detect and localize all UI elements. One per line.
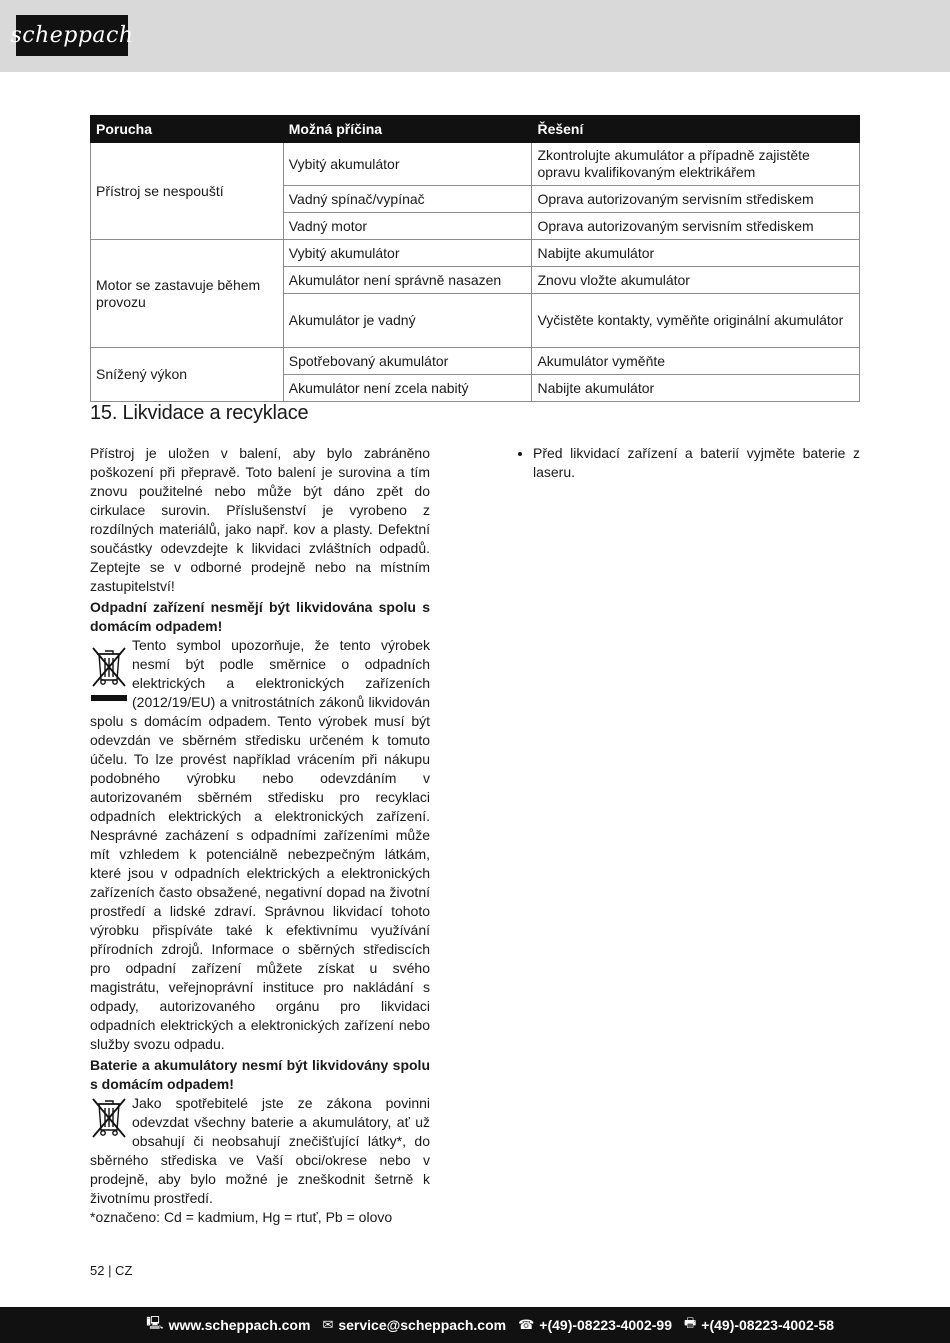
cause-cell: Vadný motor [283, 213, 532, 240]
right-column [518, 444, 860, 482]
table-row [91, 348, 860, 375]
solution-cell: Znovu vložte akumulátor [532, 267, 860, 294]
table-row [91, 143, 860, 186]
computer-icon: 🖳︎ [146, 1315, 164, 1330]
mail-icon: ✉︎ [322, 1317, 334, 1332]
battery-heading: Baterie a akumulátory nesmí být likvidovány spolu s domácím odpadem! [90, 1057, 430, 1092]
phone-contact[interactable] [518, 1317, 672, 1333]
table-row [91, 240, 860, 267]
fax-number[interactable]: +(49)-08223-4002-58 [701, 1317, 834, 1333]
cause-cell: Akumulátor není správně nasazen [283, 267, 532, 294]
cause-cell: Akumulátor není zcela nabitý [283, 375, 532, 402]
crossed-bin-battery-icon [90, 1096, 128, 1140]
cause-cell: Vybitý akumulátor [283, 240, 532, 267]
fault-cell: Snížený výkon [91, 348, 284, 402]
fault-cell: Motor se zastavuje během provozu [91, 240, 284, 348]
phone-number[interactable]: +(49)-08223-4002-99 [539, 1317, 672, 1333]
phone-icon: ☎︎ [518, 1317, 535, 1332]
header-fault: Porucha [91, 116, 284, 143]
solution-cell: Oprava autorizovaným servisním střediskem [532, 213, 860, 240]
weee-text: Tento symbol upozorňuje, že tento výrobek nesmí být podle směrnice o odpadních elektrických a elektronických zařízeních (2012/19/EU) a vnitrostátních zákonů likvidován spolu s domácím odpadem. Tento výrobek musí být odevzdán ve sběrném středisku určeném k tomuto účelu. To lze provést například vrácením při nákupu podobného výrobku nebo odevzdáním v autorizovaném sběrném středisku pro recyklaci odpadních elektrických a elektronických zařízení. Nesprávné zacházení s odpadními zařízeními může mít vzhledem k potenciálně nebezpečným látkám, které jsou v odpadních elektrických a elektronických zařízeních často obsažené, negativní dopad na životní prostředí a lidské zdraví. Správnou likvidací tohoto výrobku přispíváte také k efektivnímu využívání přírodních zdrojů. Informace o sběrných střediscích pro odpadní zařízení můžete získat u svého magistrátu, veřejnoprávní instituce pro nakládání s odpady, autorizovaného orgánu pro likvidaci odpadních elektrických a elektronických zařízení nebo služby svozu odpadu. [90, 637, 430, 1052]
header-band [0, 0, 950, 72]
solution-cell: Nabijte akumulátor [532, 240, 860, 267]
fault-cell: Přístroj se nespouští [91, 143, 284, 240]
solution-cell: Oprava autorizovaným servisním střediskem [532, 186, 860, 213]
troubleshooting-table [90, 115, 860, 402]
email-link[interactable]: service@scheppach.com [338, 1317, 507, 1333]
crossed-bin-icon [90, 640, 128, 704]
battery-text: Jako spotřebitelé jste ze zákona povinni odevzdat všechny baterie a akumulátory, ať už obsahují či neobsahují znečišťující látky*, do sběrného střediska ve Vaší obci/okrese nebo v prodejně, aby bylo možné je zneškodnit šetrně k životnímu prostředí. [90, 1095, 430, 1206]
solution-cell: Nabijte akumulátor [532, 375, 860, 402]
weee-heading: Odpadní zařízení nesmějí být likvidována spolu s domácím odpadem! [90, 599, 430, 634]
cause-cell: Vybitý akumulátor [283, 143, 532, 186]
header-solution: Řešení [532, 116, 860, 143]
fax-icon: 🖶︎ [684, 1315, 697, 1330]
solution-cell: Akumulátor vyměňte [532, 348, 860, 375]
bullet-list [518, 444, 860, 482]
intro-paragraph: Přístroj je uložen v balení, aby bylo zabráněno poškození při přepravě. Toto balení je surovina a tím znovu použitelné nebo může být dáno zpět do cirkulace surovin. Příslušenství je vyrobeno z rozdílných materiálů, jako např. kov a plasty. Defektní součástky odevzdejte k likvidaci zvláštních odpadů. Zeptejte se v odborné prodejně nebo na místním zastupitelství! [90, 445, 430, 594]
cause-cell: Akumulátor je vadný [283, 294, 532, 348]
page-number: 52 | CZ [90, 1263, 133, 1278]
list-item: • Před likvidací zařízení a baterií vyjměte baterie z laseru. [533, 444, 860, 482]
section-title: 15. Likvidace a recyklace [90, 402, 309, 424]
website-link[interactable]: www.scheppach.com [168, 1317, 311, 1333]
table-header-row [91, 116, 860, 143]
header-cause: Možná příčina [283, 116, 532, 143]
cause-cell: Vadný spínač/vypínač [283, 186, 532, 213]
brand-logo[interactable]: scheppach [16, 15, 128, 56]
footnote: *označeno: Cd = kadmium, Hg = rtuť, Pb = olovo [90, 1209, 393, 1225]
solution-cell: Vyčistěte kontakty, vyměňte originální akumulátor [532, 294, 860, 348]
email-contact[interactable] [322, 1317, 506, 1333]
solution-cell: Zkontrolujte akumulátor a případně zajistěte opravu kvalifikovaným elektrikářem [532, 143, 860, 186]
footer-band [0, 1307, 950, 1343]
fax-contact[interactable] [684, 1314, 834, 1336]
cause-cell: Spotřebovaný akumulátor [283, 348, 532, 375]
website-contact[interactable] [146, 1314, 310, 1336]
